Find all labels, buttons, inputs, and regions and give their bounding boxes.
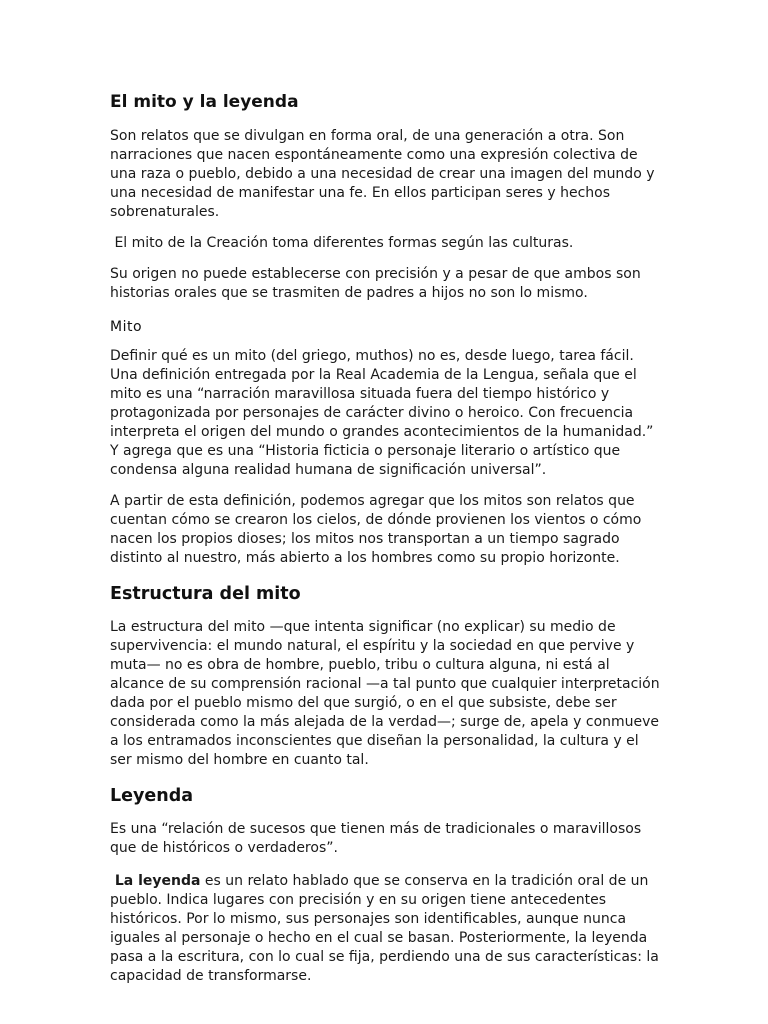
mito-paragraph-2: A partir de esta definición, podemos agregar que los mitos son relatos que cuentan cómo se crearon los cielos, de dónde provienen los vientos o cómo nacen los propios dioses; los mitos nos transportan a un tiempo sagrado distinto al nuestro, más abierto a los hombres como su propio horizonte. <box>110 493 642 566</box>
leyenda-paragraph-2-text: es un relato hablado que se conserva en la tradición oral de un pueblo. Indica lugares con precisión y en su origen tiene antecedentes históricos. Por lo mismo, sus personajes son identificables, aunque nunca iguales al personaje o hecho en el cual se basan. Posteriormente, la leyenda pasa a la escritura, con lo cual se fija, perdiendo una de sus características: la capacidad de transformarse. <box>110 873 664 984</box>
leyenda-bold-term: La leyenda <box>110 873 201 889</box>
leyenda-paragraph-1: Es una “relación de sucesos que tienen más de tradicionales o maravillosos que de históricos o verdaderos”. <box>110 821 642 856</box>
estructura-paragraph-1: La estructura del mito —que intenta significar (no explicar) su medio de supervivencia: el mundo natural, el espíritu y la sociedad en que pervive y muta— no es obra de hombre, pueblo, tribu o cultura alguna, ni está al alcance de su comprensión racional —a tal punto que cualquier interpretación dada por el pueblo mismo del que surgió, o en el que subsiste, debe ser considerada como la más alejada de la verdad—; surge de, apela y conmueve a los entramados inconscientes que diseñan la personalidad, la cultura y el ser mismo del hombre en cuanto tal. <box>110 619 660 768</box>
estructura-heading: Estructura del mito <box>110 584 301 604</box>
mito-heading: Mito <box>110 319 143 335</box>
intro-paragraph-1: Son relatos que se divulgan en forma oral, de una generación a otra. Son narraciones que nacen espontáneamente como una expresión colectiva de una raza o pueblo, debido a una necesidad de crear una imagen del mundo y una necesidad de manifestar una fe. En ellos participan seres y hechos sobrenaturales. <box>110 128 655 220</box>
intro-paragraph-2: El mito de la Creación toma diferentes formas según las culturas. <box>110 235 574 251</box>
document-title: El mito y la leyenda <box>110 92 299 112</box>
leyenda-paragraph-2 <box>110 872 664 986</box>
intro-paragraph-3: Su origen no puede establecerse con precisión y a pesar de que ambos son historias orales que se trasmiten de padres a hijos no son lo mismo. <box>110 266 641 301</box>
leyenda-heading: Leyenda <box>110 786 194 806</box>
document-page <box>110 90 664 998</box>
mito-paragraph-1: Definir qué es un mito (del griego, muthos) no es, desde luego, tarea fácil. Una definición entregada por la Real Academia de la Lengua, señala que el mito es una “narración maravillosa situada fuera del tiempo histórico y protagonizada por personajes de carácter divino o heroico. Con frecuencia interpreta el origen del mundo o grandes acontecimientos de la humanidad.” Y agrega que es una “Historia ficticia o personaje literario o artístico que condensa alguna realidad humana de significación universal”. <box>110 348 654 478</box>
